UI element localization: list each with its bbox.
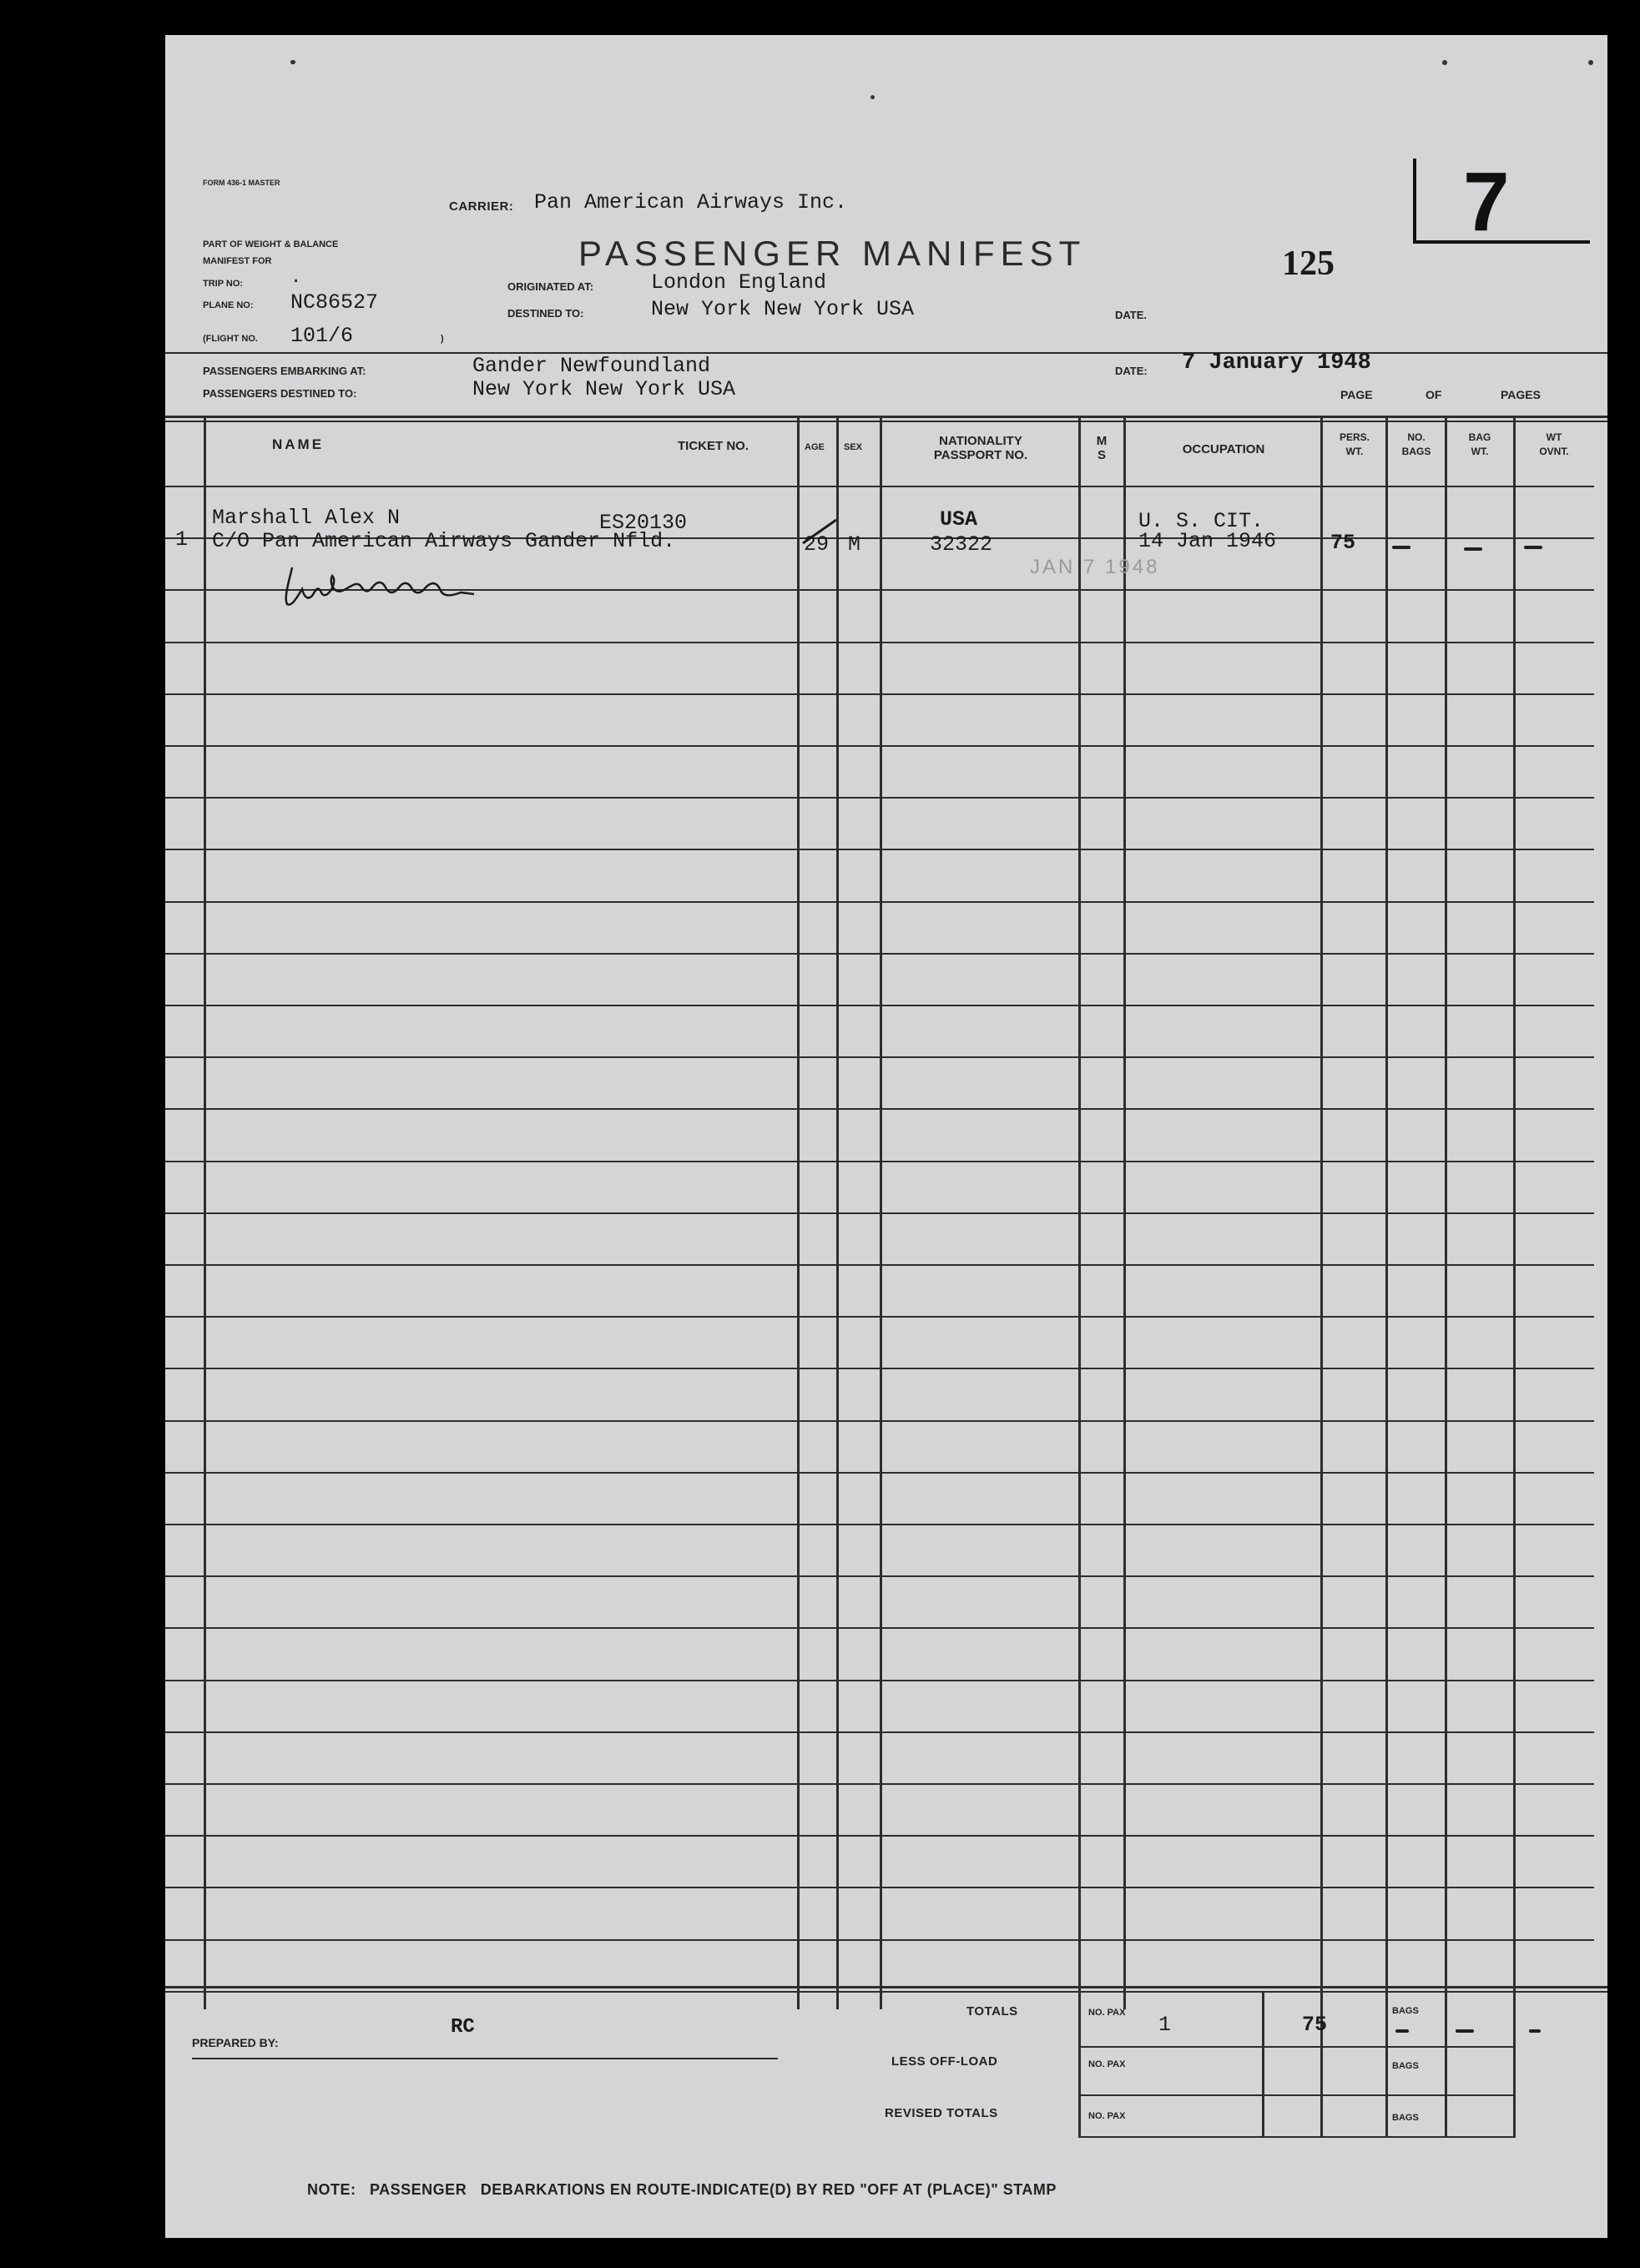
row-rule <box>165 1939 1594 1941</box>
passenger-sex: M <box>848 532 861 557</box>
row-rule <box>165 901 1594 903</box>
row-rule <box>165 1161 1594 1162</box>
row-rule <box>165 1264 1594 1266</box>
offload-bags-label: BAGS <box>1392 2061 1419 2071</box>
row-rule <box>165 1835 1594 1837</box>
total-bagwt-dash <box>1456 2029 1474 2033</box>
table-top-rule-2 <box>165 421 1607 422</box>
revised-bags-label: BAGS <box>1392 2113 1419 2123</box>
speck <box>1588 60 1593 65</box>
header-bagwt <box>1448 431 1511 459</box>
carrier-label: CARRIER: <box>449 199 514 214</box>
occupation-line1: U. S. CIT. <box>1138 509 1264 533</box>
header-bagwt-line1: BAG <box>1468 431 1491 443</box>
header-nationality <box>885 434 1077 462</box>
row-rule <box>165 849 1594 850</box>
row-rule <box>165 1005 1594 1006</box>
header-occupation: OCCUPATION <box>1182 442 1265 456</box>
row-rule <box>165 1212 1594 1214</box>
plane-no-value: NC86527 <box>290 290 379 315</box>
wt-ovnt-dash <box>1524 546 1542 549</box>
received-date-stamp: JAN 7 1948 <box>1030 556 1160 578</box>
row-rule <box>165 1575 1594 1577</box>
row-rule <box>165 1056 1594 1058</box>
corner-number: 7 <box>1463 155 1510 249</box>
form-number: FORM 436-1 MASTER <box>203 179 280 187</box>
row-rule <box>165 1731 1594 1733</box>
row-rule <box>165 1108 1594 1110</box>
col-border-pers <box>1320 417 1323 2136</box>
manifest-for-label: MANIFEST FOR <box>203 256 272 266</box>
totals-label: TOTALS <box>966 2004 1018 2019</box>
header-ms-line1: M <box>1096 434 1108 448</box>
speck <box>1442 60 1447 65</box>
passenger-nationality: USA <box>940 507 978 532</box>
header-pers-line2: WT. <box>1345 446 1364 457</box>
flight-no-value: 101/6 <box>290 324 354 348</box>
bag-wt-dash <box>1464 547 1482 551</box>
manifest-page <box>165 35 1607 2238</box>
total-pax-value: 1 <box>1158 2013 1172 2037</box>
row-rule <box>165 797 1594 799</box>
header-pers <box>1324 431 1385 459</box>
header-nobags-line1: NO. <box>1407 431 1426 443</box>
table-top-rule <box>165 416 1607 418</box>
less-offload-label: LESS OFF-LOAD <box>891 2054 998 2069</box>
table-bottom-rule-2 <box>165 1991 1607 1993</box>
originated-value: London England <box>651 270 827 295</box>
header-name: NAME <box>272 436 325 452</box>
passenger-age: 29 <box>804 532 830 557</box>
destined-value: New York New York USA <box>651 297 915 321</box>
header-ms-line2: S <box>1097 448 1106 462</box>
passport-number: 32322 <box>930 532 993 557</box>
prepared-by-label: PREPARED BY: <box>192 2036 279 2049</box>
row-rule <box>165 693 1594 695</box>
originated-label: ORIGINATED AT: <box>507 280 594 293</box>
speck <box>870 95 875 99</box>
totals-border-left <box>1078 1993 1081 2136</box>
row-rule <box>165 953 1594 955</box>
plane-no-label: PLANE NO: <box>203 300 254 310</box>
flight-no-label: (FLIGHT NO. <box>203 334 258 344</box>
pers-weight: 75 <box>1330 531 1356 555</box>
trip-no-value: . <box>290 267 302 288</box>
row-rule <box>165 1680 1594 1681</box>
revised-no-pax-label: NO. PAX <box>1088 2111 1126 2121</box>
page-label: PAGE <box>1340 388 1373 401</box>
destined-label: DESTINED TO: <box>507 307 584 320</box>
totals-rule-3 <box>1078 2136 1516 2138</box>
header-nationality-line2: PASSPORT NO. <box>933 448 1028 462</box>
date2-label: DATE: <box>1115 365 1148 377</box>
row-rule <box>165 1368 1594 1369</box>
header-nationality-line1: NATIONALITY <box>939 434 1022 448</box>
speck <box>290 60 295 64</box>
col-border-bagwt <box>1445 417 1447 2136</box>
flight-no-close: ) <box>441 334 444 344</box>
prepared-by-rule <box>192 2058 778 2059</box>
revised-totals-label: REVISED TOTALS <box>885 2106 998 2120</box>
passenger-address: C/O Pan American Airways Gander Nfld. <box>212 529 676 553</box>
offload-no-pax-label: NO. PAX <box>1088 2059 1126 2069</box>
row-number: 1 <box>175 527 189 552</box>
row-rule <box>165 1524 1594 1525</box>
header-age: AGE <box>805 442 825 452</box>
total-bags-dash <box>1395 2029 1409 2033</box>
row-rule <box>165 486 1594 487</box>
total-wtovnt-dash <box>1529 2029 1541 2033</box>
col-border-wtovnt <box>1513 417 1516 2136</box>
passenger-name: Marshall Alex N <box>212 506 401 530</box>
total-weight-value: 75 <box>1302 2013 1328 2037</box>
trip-no-label: TRIP NO: <box>203 279 244 289</box>
totals-border-mid <box>1262 1993 1264 2136</box>
row-rule <box>165 642 1594 643</box>
header-nobags-line2: BAGS <box>1401 446 1431 457</box>
row-rule <box>165 1316 1594 1318</box>
destined-to-label: PASSENGERS DESTINED TO: <box>203 387 357 400</box>
row-rule <box>165 1472 1594 1474</box>
header-pers-line1: PERS. <box>1339 431 1370 443</box>
footer-note: NOTE: PASSENGER DEBARKATIONS EN ROUTE-INDICATE(D) BY RED "OFF AT (PLACE)" STAMP <box>307 2181 1057 2198</box>
header-nobags <box>1389 431 1444 459</box>
date-label: DATE. <box>1115 309 1148 321</box>
totals-bags-label: BAGS <box>1392 2006 1419 2016</box>
occupation-line2: 14 Jan 1946 <box>1138 529 1277 553</box>
embarking-value: Gander Newfoundland <box>472 354 711 378</box>
header-bagwt-line2: WT. <box>1471 446 1489 457</box>
header-wtovnt-line1: WT <box>1546 431 1562 443</box>
header-wtovnt <box>1516 431 1592 459</box>
col-border-nobags <box>1385 417 1388 2136</box>
header-wtovnt-line2: OVNT. <box>1539 446 1569 457</box>
header-sex: SEX <box>844 442 863 452</box>
of-label: OF <box>1426 388 1442 401</box>
destined-to-value: New York New York USA <box>472 377 736 401</box>
carrier-value: Pan American Airways Inc. <box>534 190 848 214</box>
embarking-label: PASSENGERS EMBARKING AT: <box>203 365 366 377</box>
manifest-title: PASSENGER MANIFEST <box>578 234 1087 273</box>
row-rule <box>165 1783 1594 1785</box>
corner-box-left <box>1413 159 1416 242</box>
header-rule <box>165 352 1607 354</box>
totals-rule-1 <box>1078 2046 1516 2048</box>
totals-rule-2 <box>1078 2094 1516 2096</box>
row-rule <box>165 745 1594 747</box>
row-rule <box>165 1627 1594 1629</box>
header-ticket: TICKET NO. <box>678 439 749 453</box>
row-rule <box>165 1887 1594 1888</box>
no-bags-dash <box>1392 546 1410 549</box>
ticket-number: ES20130 <box>599 511 688 535</box>
sheet-number: 125 <box>1282 244 1335 283</box>
header-ms <box>1083 434 1120 462</box>
pages-label: PAGES <box>1501 388 1541 401</box>
date2-value: 7 January 1948 <box>1182 350 1371 375</box>
part-of-label: PART OF WEIGHT & BALANCE <box>203 239 339 249</box>
row-rule <box>165 1420 1594 1422</box>
table-bottom-rule <box>165 1986 1607 1988</box>
totals-no-pax-label: NO. PAX <box>1088 2008 1126 2018</box>
prepared-by-value: RC <box>451 2016 475 2039</box>
signature <box>274 557 491 616</box>
